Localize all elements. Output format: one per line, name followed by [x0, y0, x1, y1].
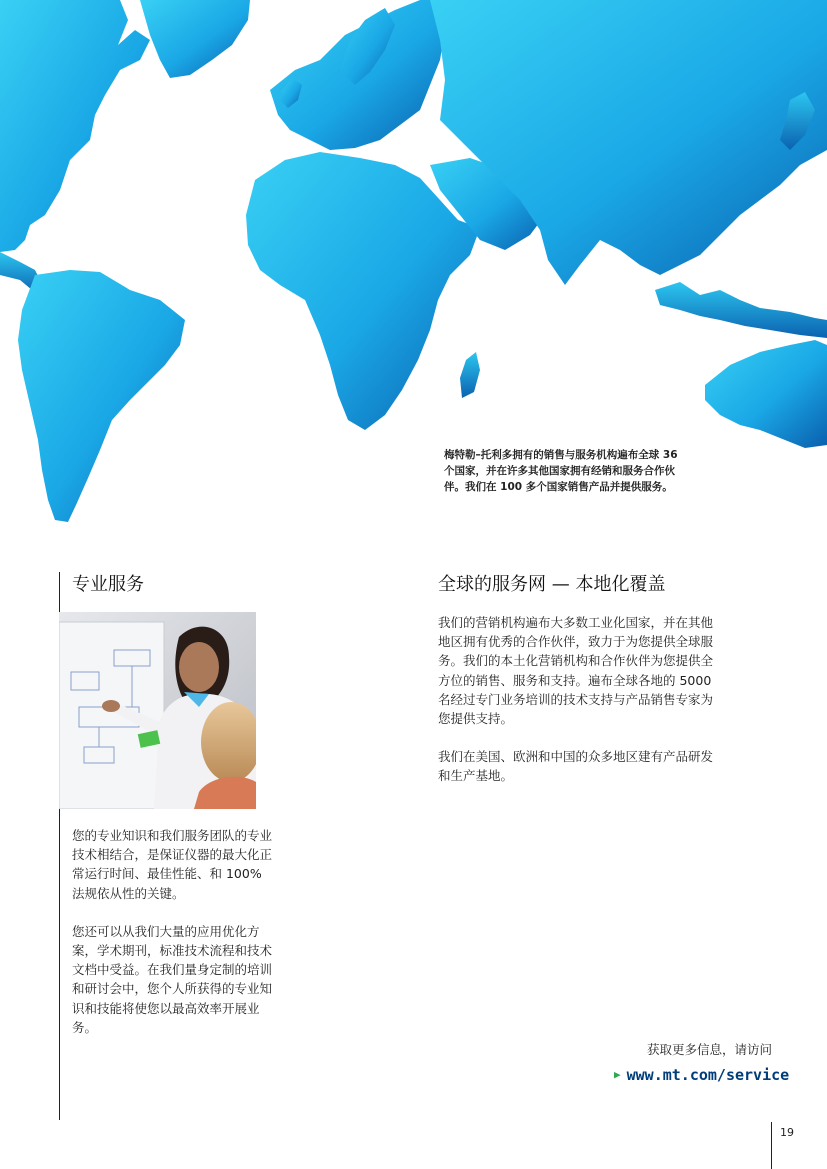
left-paragraph-2: 您还可以从我们大量的应用优化方案，学术期刊，标准技术流程和技术文档中受益。在我们量身定制的培训和研讨会中，您个人所获得的专业知识和技能将使您以最高效率开展业务。	[72, 923, 273, 1035]
world-map	[0, 0, 827, 530]
world-map-graphic	[0, 0, 827, 530]
southeast-asia-shape	[655, 282, 827, 338]
greenland-shape	[140, 0, 250, 78]
section-title-professional-service: 专业服务	[72, 574, 144, 595]
arrow-right-icon: ▶	[614, 1068, 621, 1081]
service-website-text: www.mt.com/service	[626, 1066, 790, 1084]
right-body-text	[438, 613, 720, 805]
more-info-label: 获取更多信息，请访问	[646, 1042, 772, 1057]
service-website-link[interactable]	[614, 1066, 789, 1084]
right-paragraph-2: 我们在美国、欧洲和中国的众多地区建有产品研发和生产基地。	[438, 749, 714, 784]
australia-shape	[705, 340, 827, 448]
page-number: 19	[780, 1126, 794, 1139]
right-paragraph-1: 我们的营销机构遍布大多数工业化国家，并在其他地区拥有优秀的合作伙伴，致力于为您提供全球服务。我们的本土化营销机构和合作伙伴为您提供全方位的销售、服务和支持。遍布全球各地的 5000 名经过专门业务培训的技术支持与产品销售专家为您提供支持。	[438, 615, 714, 727]
page-number-rule	[771, 1122, 772, 1169]
photo-illustration	[59, 612, 256, 809]
left-body-text	[72, 826, 272, 1056]
service-team-photo	[59, 612, 256, 809]
map-caption: 梅特勒–托利多拥有的销售与服务机构遍布全球 36 个国家，并在许多其他国家拥有经销和服务合作伙伴。我们在 100 多个国家销售产品并提供服务。	[444, 449, 678, 493]
south-america-shape	[18, 270, 185, 522]
left-paragraph-1: 您的专业知识和我们服务团队的专业技术相结合，是保证仪器的最大化正常运行时间、最佳性能、和 100% 法规依从性的关键。	[72, 828, 273, 901]
north-america-shape	[0, 0, 150, 252]
madagascar-shape	[460, 352, 480, 398]
section-title-global-network: 全球的服务网 — 本地化覆盖	[438, 574, 666, 595]
